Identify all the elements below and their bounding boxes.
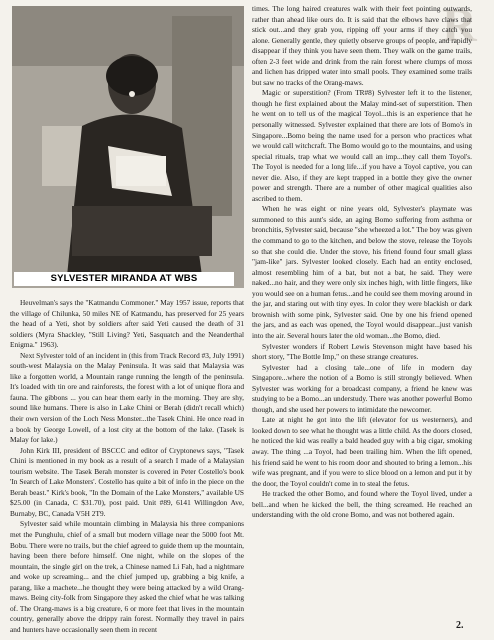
paragraph-mountain-climbing: Sylvester said while mountain climbing in Malaysia his three companions met the Punghulu, chief of a small but modern village near the 5000 foot Mt. Bobu. There were no trails, but the chief agreed to guide them up the mountain, having been there before himself. One night, while on the slopes of the mountain, the single girl on the trek, a Chinese named Li Fah, had a nightmare and woke up screaming... and the chief jumped up, grabbing a big knife, a parang, like a machete...he thought they were being attacked by a wild Orang-maws. Being city-folk from Singapore they asked the chief what he was talking of. The Orang-maws is a big creature, 6 or more feet that lives in the mountain country, generally above the drippy rain forest. Normally they travel in pairs and hunters have occasionally seen them in recent (10, 519, 244, 634)
paragraph-heuvelmans: Heuvelman's says the "Katmandu Commoner." May 1957 issue, reports that the village of Chilunka, 50 miles NE of Katmandu, has preserved for 25 years the head of a Yeti, shot by soldiers after said Yeti caused the death of 31 soldiers (Myra Shackley, "Still Living? Yeti, Sasquatch and the Neanderthal Enigma." 1963). (10, 298, 244, 350)
paragraph-toyol-jars: When he was eight or nine years old, Sylvester's playmate was summoned to this aunt's side, an aging Bomo suffering from asthma or bronchitis, Sylvester said, because "she wheezed a lot." The boy was given the command to go to the kitchen, and below the stove, release the Toyols so that she could die. Under the stove, his friend found four small glass "jam-like" jars. Sylvester looked closely. Each had an entity enclosed, almost resembling him of a bat, but not a bat, he said. They were naked...no hair, and they were only six inches high, with little fingers, like you would see on a human fetus...and he could see them moving around in the jar, and staring out with tiny eyes. In color they were blackish or dark brownish with some pink, Sylvester said. One by one his friend opened the jars, and as each was opened, the Toyol would disappear...just vanish into the air. Several hours later the old woman...the Bomo, died. (252, 204, 472, 340)
left-column (10, 298, 244, 636)
photo-caption: SYLVESTER MIRANDA AT WBS (14, 272, 234, 286)
paragraph-closing-tale: Sylvester had a closing tale...one of life in modern day Singapore...where the notion of a Bomo is still strongly believed. When Sylvester was working for a broadcast company, a friend he knew was studying to be a Bomo...an understudy. There was another powerful Bomo though, and she used her powers to intimidate the newcomer. (252, 362, 472, 414)
right-column (252, 4, 472, 521)
paragraph-john-kirk: John Kirk III, president of BSCCC and editor of Cryptonews says, "Tasek Chini is mentioned in my book as a result of a search I made of a Malaysian tourism website. The Tasek Berah monster is covered in Peter Costello's book 'In Search of Lake Monsters'. Costello has quite a bit of info in the piece on the Berah beast." Kirk's book, "In the Domain of the Lake Monsters," available US $25.00 (in Canada, C $31.70), post paid. Unit #89, 6141 Willingdon Ave, Burnaby, BC, Canada V5H 2T9. (10, 445, 244, 518)
background-watermark: R (442, 0, 477, 52)
speaker-photo (12, 6, 244, 288)
paragraph-bottle-imp: Sylvester wonders if Robert Lewis Stevenson might have based his short story, "The Bottle Imp," on these strange creatures. (252, 341, 472, 362)
paragraph-malaysia: Next Sylvester told of an incident in (this from Track Record #3, July 1991) south-west Malaysia on the Malay Peninsula. It was said that Malaysia was like a forgotten world, a Mountain range running the length of the peninsula. It's loaded with tin ore and rainforests, the forest with a lot of unique flora and fauna. The gibbons ... you can hear them early in the morning. They are shy, sound like humans. There is also in Lake Chini or Berah (didn't recall which) their own version of the Loch Ness Monster...the Tasek Chini. He once read in a book by George Lowell, of a lost city at the bottom of the lake. (Tasek is Malay for lake.) (10, 350, 244, 445)
paragraph-lift: Late at night he got into the lift (elevator for us westerners), and looked down to see what he thought was a little child. As the doors closed, he noticed the kid was really a bald headed guy with a big cigar, smoking away. The thing ...a Toyol, had been trailing him. When the lift opened, his friend said he went to his room door and shouted to bring a lemon...his wife was pregnant, and if you were to slice blood on a lemon and put it by the door, the Toyol couldn't come in to steal the fetus. (252, 415, 472, 488)
paragraph-orang-maws: times. The long haired creatures walk with their feet pointing outwards, rather than ahead like ours do. It is said that the elbows have claws that stick out...and they grab you, ripping off your arms if they catch you alone. Generally gentle, they quietly observe groups of people, and rapidly disappear if they think you have seen them. They walk on the game trails, often 2-3 feet wide and drink from the rain forest where clumps of moss and lichen has dripped water into small pools. They examined some trails but saw no tracks of the Orang-maws. (252, 4, 472, 87)
paragraph-bell: He tracked the other Bomo, and found where the Toyol lived, under a bell...and when he kicked the bell, the thing screamed. He reached an understanding with the old crone Bomo, and was not bothered again. (252, 489, 472, 520)
paragraph-toyol-magic: Magic or superstition? (From TR#8) Sylvester left it to the listener, though he first explained about the Malay mind-set of superstition. Then he went on to tell us of the magical Toyol...this is an experience that he personally witnessed. Sylvester explained that there are lots of Bomo's in Singapore...Bomo being the name used for a person who practices what we would call witchcraft. The Bomo would go to the mountains, and using special rituals, trap what we would call an imp...they call them Toyol's. The Toyol is needed for a long life...if you have a Toyol captive, you can never die. Also, if they are kept trapped in a bottle they give the owner power and strength. There are a number of other magical qualities also ascribed to them. (252, 88, 472, 203)
page-number: 2. (456, 620, 464, 631)
